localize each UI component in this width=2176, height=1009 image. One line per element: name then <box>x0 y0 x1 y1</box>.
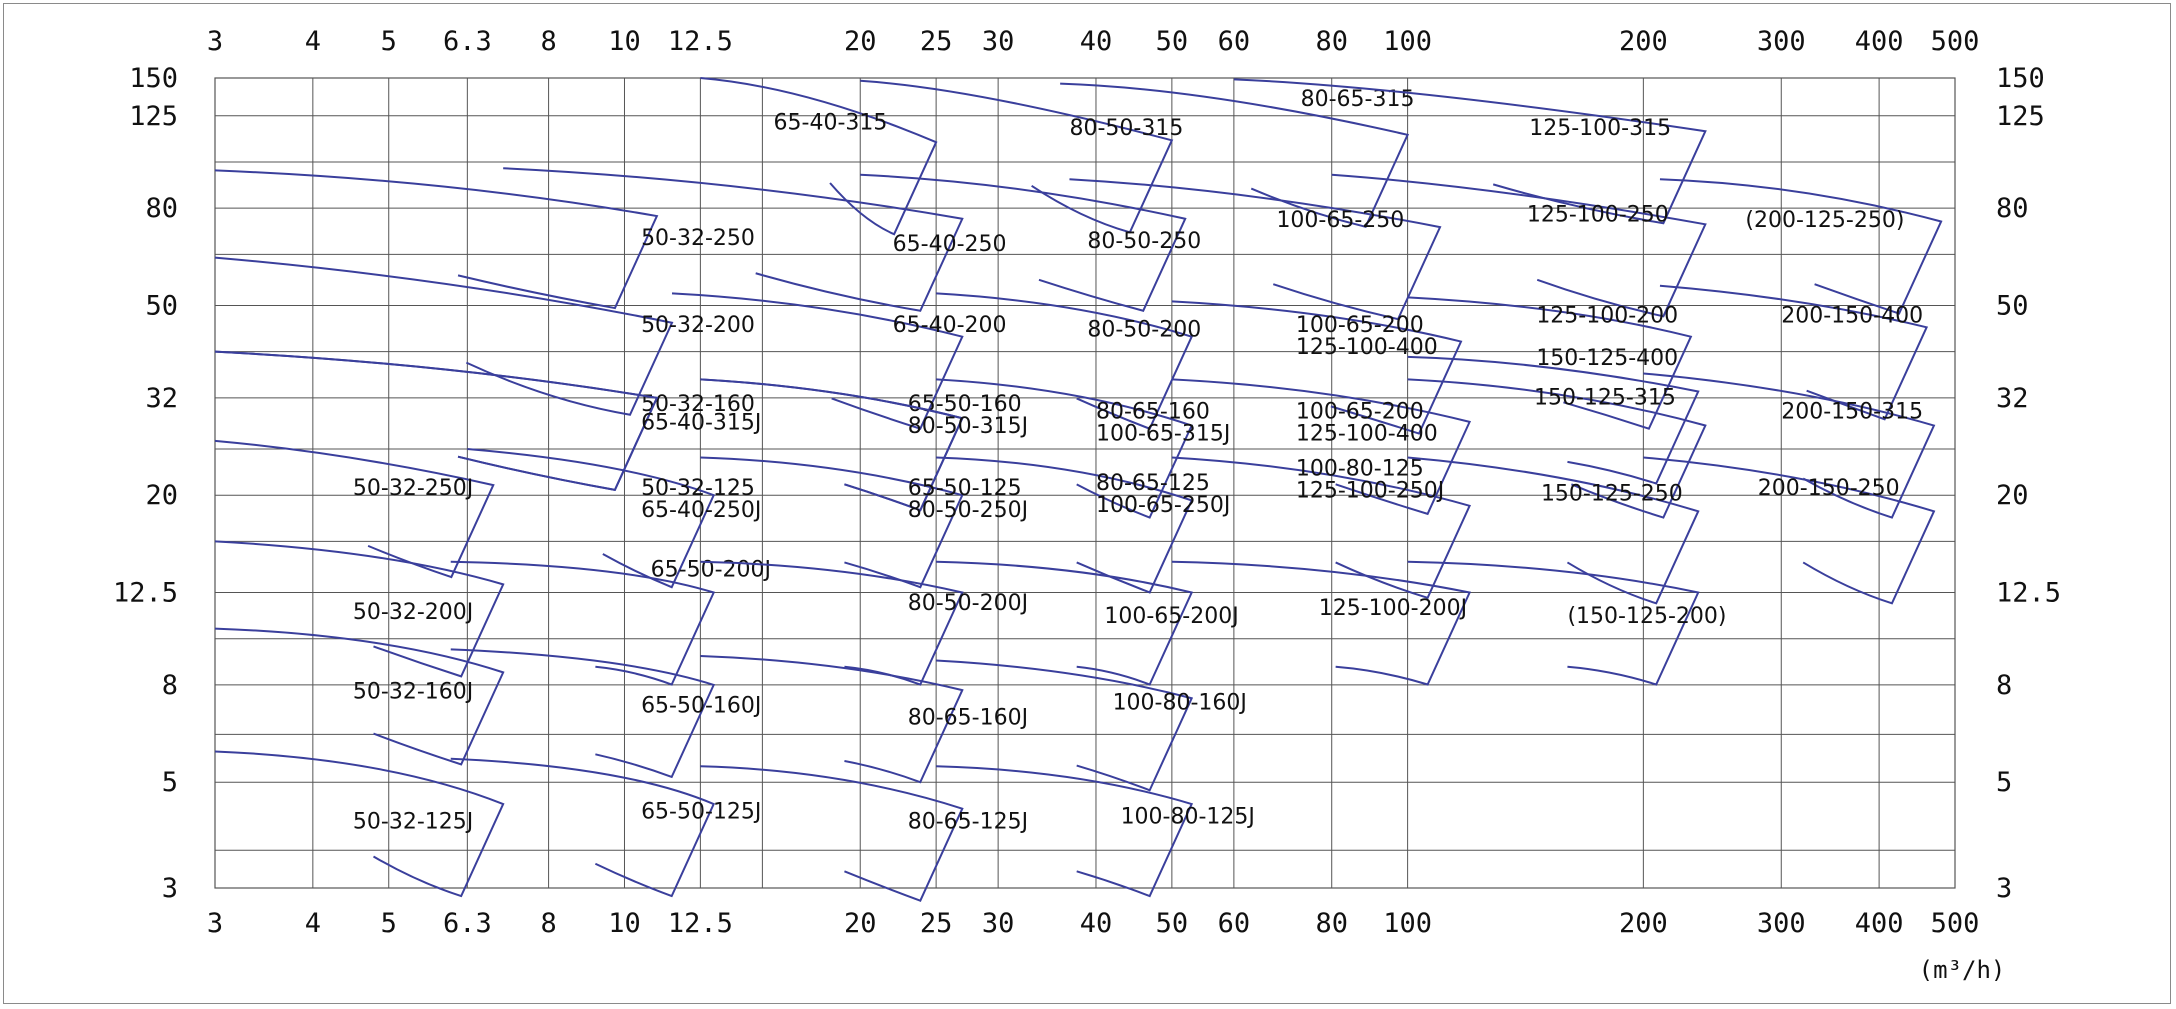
performance-curve <box>700 78 936 234</box>
model-label: 65-40-200 <box>892 312 1007 338</box>
x-tick-label-top: 4 <box>304 26 321 57</box>
model-label: 125-100-200 <box>1536 303 1679 329</box>
model-label: 50-32-160 <box>641 392 755 418</box>
y-tick-label-right: 150 <box>1996 63 2045 94</box>
performance-curve <box>215 352 657 490</box>
y-tick-label-right: 32 <box>1996 382 2029 414</box>
model-label: 65-50-125J <box>641 799 762 825</box>
model-label: 80-65-160J <box>907 705 1029 731</box>
y-tick-label-left: 125 <box>129 100 178 132</box>
x-tick-label-top: 40 <box>1079 26 1113 57</box>
model-label: 100-65-250J <box>1095 493 1231 519</box>
x-tick-label-bottom: 500 <box>1930 908 1980 939</box>
x-tick-label-bottom: 80 <box>1315 908 1348 939</box>
performance-curve <box>1332 175 1706 317</box>
model-label: 80-50-200J <box>907 590 1029 616</box>
model-label: 100-65-250 <box>1276 208 1405 234</box>
model-label: 150-125-400 <box>1536 346 1679 372</box>
x-tick-label-bottom: 8 <box>540 908 557 939</box>
x-tick-label-bottom: 20 <box>843 908 877 939</box>
x-tick-label-top: 20 <box>843 26 877 57</box>
x-tick-label-bottom: 10 <box>608 908 641 939</box>
model-label: 50-32-160J <box>352 679 474 705</box>
x-tick-label-bottom: 6.3 <box>442 908 492 939</box>
performance-curve <box>215 170 657 308</box>
y-tick-label-left: 8 <box>161 669 178 701</box>
y-tick-label-left: 32 <box>145 382 178 414</box>
model-label: 125-100-200J <box>1318 596 1468 622</box>
x-tick-label-bottom: 100 <box>1383 908 1433 939</box>
x-tick-label-bottom: 400 <box>1854 908 1904 939</box>
model-label: 50-32-250 <box>641 225 755 251</box>
model-label: 50-32-200J <box>352 599 474 625</box>
model-label: 150-125-315 <box>1533 385 1676 411</box>
x-tick-label-top: 500 <box>1930 26 1980 57</box>
x-tick-label-bottom: 30 <box>981 908 1015 939</box>
model-label: 80-50-250 <box>1087 228 1202 254</box>
model-label: 80-50-200 <box>1087 317 1202 343</box>
performance-curve <box>215 258 672 415</box>
model-label: 50-32-250J <box>352 476 474 502</box>
x-tick-label-bottom: 300 <box>1756 908 1806 939</box>
x-tick-label-top: 5 <box>380 26 397 57</box>
performance-curve <box>215 352 657 490</box>
model-label: 100-65-200 <box>1295 312 1424 338</box>
model-label: 80-65-160 <box>1095 399 1210 425</box>
model-label: 125-100-250 <box>1526 202 1669 228</box>
model-label: 65-40-315 <box>773 110 888 136</box>
x-tick-label-top: 25 <box>919 26 953 57</box>
x-tick-label-top: 80 <box>1315 26 1348 57</box>
x-tick-label-top: 300 <box>1756 26 1806 57</box>
y-tick-label-right: 8 <box>1996 669 2013 701</box>
model-label: 65-50-125 <box>907 476 1022 502</box>
y-tick-label-left: 20 <box>145 480 178 512</box>
model-label: 100-65-200 <box>1295 399 1424 425</box>
model-label: 100-80-160J <box>1112 690 1247 716</box>
x-tick-label-bottom: 200 <box>1618 908 1668 939</box>
y-tick-label-left: 50 <box>145 290 178 322</box>
model-label: 50-32-125 <box>641 476 755 502</box>
x-tick-label-bottom: 25 <box>919 908 953 939</box>
model-label: 80-65-125J <box>907 809 1029 835</box>
x-unit-label: (m³/h) <box>1918 956 2006 984</box>
x-tick-label-top: 8 <box>540 26 557 57</box>
y-tick-label-left: 5 <box>161 767 178 799</box>
model-label: 125-100-400 <box>1295 421 1438 447</box>
model-label: 80-65-125 <box>1095 471 1210 497</box>
x-tick-label-top: 100 <box>1383 26 1433 57</box>
model-label: (200-125-250) <box>1745 208 1905 234</box>
model-label: 150-125-250 <box>1540 481 1683 507</box>
y-tick-label-right: 20 <box>1996 480 2029 512</box>
model-label: 50-32-200 <box>641 312 755 338</box>
model-label: 65-50-200J <box>650 557 772 583</box>
model-label: (150-125-200) <box>1567 603 1727 629</box>
model-label: 80-50-250J <box>907 498 1029 524</box>
x-tick-label-top: 30 <box>981 26 1015 57</box>
y-tick-label-right: 125 <box>1996 100 2045 132</box>
x-tick-label-bottom: 50 <box>1155 908 1189 939</box>
x-tick-label-bottom: 3 <box>206 908 224 939</box>
model-label: 100-65-315J <box>1095 421 1231 447</box>
y-tick-label-right: 5 <box>1996 767 2013 799</box>
model-label: 50-32-125J <box>352 809 474 835</box>
x-tick-label-bottom: 12.5 <box>667 908 733 939</box>
model-label: 65-50-160 <box>907 392 1022 418</box>
y-tick-label-right: 50 <box>1996 290 2029 322</box>
x-tick-label-top: 12.5 <box>667 26 733 57</box>
performance-curve <box>451 759 714 896</box>
model-label: 125-100-250J <box>1295 478 1445 504</box>
model-label: 65-50-160J <box>641 693 762 719</box>
performance-curve <box>1408 457 1699 603</box>
x-tick-label-top: 200 <box>1618 26 1668 57</box>
model-label: 80-50-315 <box>1069 115 1184 141</box>
y-tick-label-left: 150 <box>129 63 178 94</box>
model-label: 80-50-315J <box>907 414 1029 440</box>
x-tick-label-top: 60 <box>1217 26 1251 57</box>
x-tick-label-top: 6.3 <box>442 26 492 57</box>
y-tick-label-left: 80 <box>145 193 178 225</box>
performance-curve <box>215 441 493 577</box>
y-tick-label-right: 3 <box>1996 873 2013 904</box>
y-tick-label-left: 12.5 <box>112 577 178 609</box>
model-label: 65-40-315J <box>641 410 762 436</box>
x-tick-label-bottom: 5 <box>380 908 397 939</box>
model-label: 80-65-315 <box>1300 87 1415 113</box>
model-label: 200-150-315 <box>1781 399 1924 425</box>
x-tick-label-top: 10 <box>608 26 641 57</box>
y-tick-label-left: 3 <box>161 873 178 904</box>
x-tick-label-bottom: 4 <box>304 908 321 939</box>
model-label: 65-40-250 <box>892 232 1007 258</box>
x-tick-label-top: 50 <box>1155 26 1189 57</box>
x-tick-label-top: 3 <box>206 26 224 57</box>
model-label: 125-100-400 <box>1295 334 1438 360</box>
x-tick-label-bottom: 40 <box>1079 908 1113 939</box>
model-label: 200-150-400 <box>1781 303 1924 329</box>
y-tick-label-right: 80 <box>1996 193 2029 225</box>
performance-curve <box>1660 179 1941 313</box>
model-label: 200-150-250 <box>1757 476 1900 502</box>
model-label: 100-80-125 <box>1295 456 1424 482</box>
x-tick-label-top: 400 <box>1854 26 1904 57</box>
model-label: 100-65-200J <box>1104 603 1239 629</box>
y-tick-label-right: 12.5 <box>1996 577 2062 609</box>
x-tick-label-bottom: 60 <box>1217 908 1251 939</box>
model-label: 125-100-315 <box>1529 115 1672 141</box>
model-label: 65-40-250J <box>641 498 762 524</box>
model-label: 100-80-125J <box>1120 804 1255 830</box>
